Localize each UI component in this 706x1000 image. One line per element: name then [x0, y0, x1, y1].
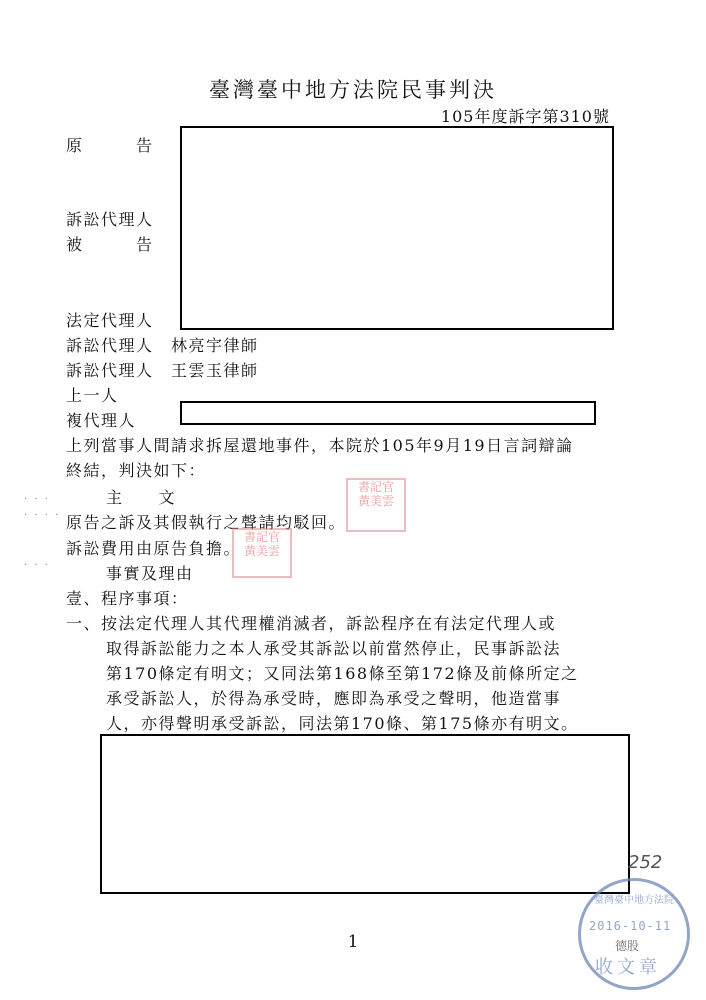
receipt-stamp-arc: 臺灣臺中地方法院 — [594, 895, 674, 906]
receipt-label: 收文章 — [595, 957, 661, 978]
redaction-box-body — [100, 734, 630, 894]
label-plaintiff-agent: 訴訟代理人 — [66, 210, 154, 229]
label-plaintiff: 原 告 — [66, 136, 154, 155]
para-1-line-3: 第170條定有明文；又同法第168條至第172條及前條所定之 — [106, 664, 579, 683]
clerk-seal-name: 黃美雲 — [357, 494, 394, 508]
label-same-person: 上一人 — [66, 386, 119, 405]
receipt-date: 2016-10-11 — [589, 919, 672, 933]
main-text-1: 原告之訴及其假執行之聲請均駁回。 — [66, 513, 347, 532]
clerk-seal-name-2: 黃美雲 — [243, 544, 280, 558]
facts-heading: 事實及理由 — [106, 564, 194, 583]
para-1-line-1: 一、按法定代理人其代理權消滅者，訴訟程序在有法定代理人或 — [66, 614, 557, 633]
label-defendant: 被 告 — [66, 235, 154, 254]
agent-lin: 訴訟代理人 林亮宇律師 — [66, 336, 259, 355]
para-1-line-4: 承受訴訟人，於得為承受時，應即為承受之聲明，他造當事 — [106, 689, 562, 708]
margin-dots-2: · · · · — [24, 510, 61, 521]
redaction-box-parties — [180, 126, 614, 330]
receipt-dept: 德股 — [615, 939, 640, 953]
clerk-seal-title-2: 書記官 — [243, 530, 280, 544]
label-legal-rep: 法定代理人 — [66, 311, 154, 330]
redaction-box-sub-agent — [180, 401, 596, 425]
main-text-2: 訴訟費用由原告負擔。 — [66, 539, 242, 558]
handwritten-note: 252 — [628, 852, 663, 873]
label-sub-agent: 複代理人 — [66, 411, 137, 430]
section-1-heading: 壹、程序事項： — [66, 589, 189, 608]
agent-wang: 訴訟代理人 王雲玉律師 — [66, 361, 259, 380]
document-title: 臺灣臺中地方法院民事判決 — [209, 78, 497, 102]
main-heading: 主 文 — [106, 488, 177, 507]
intro-line-1: 上列當事人間請求拆屋還地事件，本院於105年9月19日言詞辯論 — [66, 436, 574, 455]
intro-line-2: 終結，判決如下： — [66, 461, 207, 480]
para-1-line-5: 人，亦得聲明承受訴訟，同法第170條、第175條亦有明文。 — [106, 714, 579, 733]
page-number: 1 — [347, 932, 359, 952]
case-number: 105年度訴字第310號 — [440, 107, 610, 126]
margin-dots: · · · — [24, 494, 50, 505]
clerk-seal-title: 書記官 — [357, 480, 394, 494]
para-1-line-2: 取得訴訟能力之本人承受其訴訟以前當然停止，民事訴訟法 — [106, 639, 562, 658]
margin-dots-3: · · · — [24, 560, 50, 571]
clerk-seal-stamp-2 — [232, 528, 292, 578]
clerk-seal-stamp — [346, 478, 406, 532]
